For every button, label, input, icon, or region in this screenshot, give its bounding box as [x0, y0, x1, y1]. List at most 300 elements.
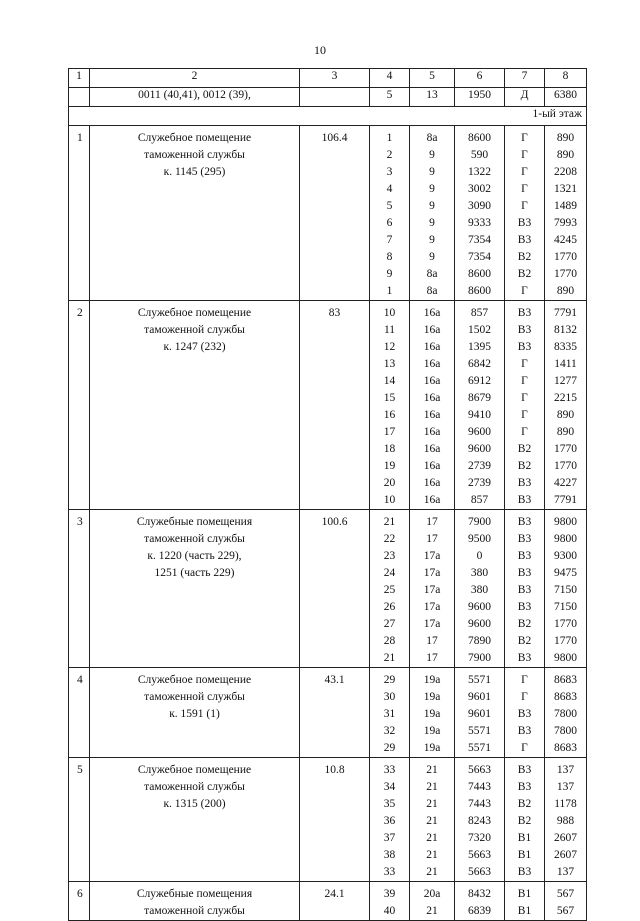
description-line: к. 1220 (часть 229),: [147, 550, 242, 562]
summary-description: 0011 (40,41), 0012 (39),: [90, 88, 300, 107]
description-line: 1251 (часть 229): [154, 567, 235, 579]
base-point-cell: 17: [426, 533, 438, 545]
value-cell: 1178: [554, 798, 577, 810]
column-point-number: [370, 758, 410, 882]
column-distance: [455, 510, 505, 668]
distance-cell: 6912: [468, 375, 491, 387]
distance-cell: 9600: [468, 618, 491, 630]
point-number-cell: 13: [383, 358, 396, 370]
category-cell: Г: [521, 132, 528, 144]
distance-cell: 7354: [468, 234, 491, 246]
base-point-cell: 19а: [423, 691, 441, 703]
category-cell: В3: [517, 533, 532, 545]
value-cell: 2607: [554, 832, 577, 844]
value-cell: 1770: [554, 460, 577, 472]
column-value: [545, 882, 587, 921]
distance-cell: 7443: [468, 781, 491, 793]
value-cell: 1411: [554, 358, 577, 370]
base-point-cell: 21: [426, 815, 438, 827]
category-cell: В2: [517, 618, 532, 630]
point-number-cell: 33: [383, 866, 396, 878]
value-cell: 1321: [554, 183, 577, 195]
category-cell: Г: [521, 166, 528, 178]
group-area: [300, 668, 370, 758]
distance-cell: 5571: [468, 674, 491, 686]
base-point-cell: 16а: [423, 375, 441, 387]
group-number: [69, 882, 90, 921]
header-cell: 4: [370, 69, 410, 88]
category-cell: В3: [517, 341, 532, 353]
base-point-cell: 21: [426, 905, 438, 917]
value-cell: 8683: [554, 742, 577, 754]
value-cell: 4245: [554, 234, 577, 246]
description-line: таможенной службы: [144, 905, 245, 917]
point-number-cell: 17: [383, 426, 396, 438]
point-number-cell: 30: [383, 691, 396, 703]
distance-cell: 6839: [468, 905, 491, 917]
area-value: 10.8: [324, 764, 345, 776]
base-point-cell: 16а: [423, 443, 441, 455]
point-number-cell: 32: [383, 725, 396, 737]
base-point-cell: 19а: [423, 742, 441, 754]
column-value: [545, 758, 587, 882]
category-cell: В3: [517, 217, 532, 229]
table-row: [69, 668, 587, 758]
point-number-cell: 10: [383, 307, 396, 319]
group-description: [90, 126, 300, 301]
summary-cell: 1950: [455, 88, 505, 107]
column-distance: [455, 882, 505, 921]
column-category: [505, 510, 545, 668]
base-point-cell: 16а: [423, 494, 441, 506]
distance-cell: 7900: [468, 516, 491, 528]
distance-cell: 9601: [468, 708, 491, 720]
category-cell: Г: [521, 183, 528, 195]
distance-cell: 5663: [468, 866, 491, 878]
point-number-cell: 35: [383, 798, 396, 810]
value-cell: 8683: [554, 691, 577, 703]
point-number-cell: 6: [386, 217, 393, 229]
category-cell: В2: [517, 251, 532, 263]
category-cell: В3: [517, 725, 532, 737]
coordinates-table: [68, 68, 587, 921]
base-point-cell: 9: [429, 251, 435, 263]
page-number: 10: [314, 43, 326, 57]
value-cell: 1770: [554, 635, 577, 647]
floor-row: [69, 107, 587, 126]
value-cell: 7791: [554, 307, 577, 319]
table-row: [69, 510, 587, 668]
value-cell: 7800: [554, 708, 577, 720]
point-number-cell: 21: [383, 516, 396, 528]
point-number-cell: 36: [383, 815, 396, 827]
value-cell: 890: [556, 149, 575, 161]
point-number-cell: 15: [383, 392, 396, 404]
distance-cell: 1395: [468, 341, 491, 353]
point-number-cell: 26: [383, 601, 396, 613]
category-cell: В3: [517, 307, 532, 319]
value-cell: 890: [556, 285, 575, 297]
base-point-cell: 9: [429, 183, 435, 195]
description-line: таможенной службы: [144, 781, 245, 793]
value-cell: 8683: [554, 674, 577, 686]
area-value: 83: [328, 307, 341, 319]
group-number: [69, 668, 90, 758]
column-category: [505, 301, 545, 510]
group-description: [90, 758, 300, 882]
summary-cell: 5: [370, 88, 410, 107]
distance-cell: 380: [470, 567, 489, 579]
category-cell: Г: [521, 691, 528, 703]
base-point-cell: 16а: [423, 358, 441, 370]
point-number-cell: 19: [383, 460, 396, 472]
distance-cell: 590: [470, 149, 489, 161]
category-cell: В3: [517, 494, 532, 506]
value-cell: 9800: [554, 516, 577, 528]
point-number-cell: 34: [383, 781, 396, 793]
distance-cell: 9601: [468, 691, 491, 703]
value-cell: 2208: [554, 166, 577, 178]
distance-cell: 8679: [468, 392, 491, 404]
distance-cell: 7890: [468, 635, 491, 647]
value-cell: 7800: [554, 725, 577, 737]
point-number-cell: 39: [383, 888, 396, 900]
base-point-cell: 9: [429, 217, 435, 229]
base-point-cell: 16а: [423, 409, 441, 421]
column-base-point: [410, 510, 455, 668]
group-number: [69, 510, 90, 668]
point-number-cell: 25: [383, 584, 396, 596]
column-distance: [455, 301, 505, 510]
point-number-cell: 33: [383, 764, 396, 776]
distance-cell: 9600: [468, 426, 491, 438]
group-description: [90, 882, 300, 921]
area-value: 24.1: [324, 888, 345, 900]
table-row: [69, 758, 587, 882]
column-category: [505, 758, 545, 882]
point-number-cell: 27: [383, 618, 396, 630]
distance-cell: 8600: [468, 285, 491, 297]
base-point-cell: 17: [426, 652, 438, 664]
value-cell: 988: [556, 815, 575, 827]
point-number-cell: 28: [383, 635, 396, 647]
group-number-text: 3: [77, 516, 83, 528]
summary-cell: Д: [505, 88, 545, 107]
distance-cell: 9600: [468, 601, 491, 613]
distance-cell: 8243: [468, 815, 491, 827]
header-cell: 8: [545, 69, 587, 88]
distance-cell: 5663: [468, 764, 491, 776]
base-point-cell: 20а: [423, 888, 441, 900]
distance-cell: 8600: [468, 132, 491, 144]
distance-cell: 7320: [468, 832, 491, 844]
column-base-point: [410, 668, 455, 758]
area-value: 100.6: [321, 516, 348, 528]
base-point-cell: 8а: [426, 132, 438, 144]
column-base-point: [410, 758, 455, 882]
category-cell: В3: [517, 567, 532, 579]
base-point-cell: 21: [426, 764, 438, 776]
value-cell: 890: [556, 409, 575, 421]
value-cell: 9300: [554, 550, 577, 562]
group-number-text: 4: [77, 674, 83, 686]
category-cell: В3: [517, 550, 532, 562]
header-row: [69, 69, 587, 88]
table-row: [69, 301, 587, 510]
category-cell: Г: [521, 149, 528, 161]
description-line: Служебное помещение: [137, 764, 252, 776]
base-point-cell: 16а: [423, 392, 441, 404]
base-point-cell: 19а: [423, 708, 441, 720]
category-cell: В3: [517, 652, 532, 664]
category-cell: В2: [517, 460, 532, 472]
column-category: [505, 882, 545, 921]
column-category: [505, 668, 545, 758]
group-area: [300, 301, 370, 510]
point-number-cell: 2: [386, 149, 393, 161]
base-point-cell: 17: [426, 635, 438, 647]
point-number-cell: 1: [386, 132, 393, 144]
point-number-cell: 4: [386, 183, 393, 195]
description-line: Служебные помещения: [136, 516, 253, 528]
base-point-cell: 17а: [423, 601, 441, 613]
base-point-cell: 19а: [423, 725, 441, 737]
value-cell: 7791: [554, 494, 577, 506]
point-number-cell: 31: [383, 708, 396, 720]
summary-row: [69, 88, 587, 107]
distance-cell: 9333: [468, 217, 491, 229]
column-value: [545, 510, 587, 668]
point-number-cell: 14: [383, 375, 396, 387]
category-cell: В1: [517, 849, 532, 861]
base-point-cell: 8а: [426, 268, 438, 280]
category-cell: В3: [517, 516, 532, 528]
category-cell: В2: [517, 443, 532, 455]
description-line: Служебное помещение: [137, 307, 252, 319]
distance-cell: 0: [476, 550, 483, 562]
group-description: [90, 510, 300, 668]
distance-cell: 8600: [468, 268, 491, 280]
value-cell: 567: [556, 905, 575, 917]
value-cell: 7150: [554, 601, 577, 613]
category-cell: В3: [517, 477, 532, 489]
base-point-cell: 21: [426, 866, 438, 878]
point-number-cell: 16: [383, 409, 396, 421]
category-cell: В3: [517, 866, 532, 878]
distance-cell: 9410: [468, 409, 491, 421]
column-base-point: [410, 882, 455, 921]
base-point-cell: 16а: [423, 307, 441, 319]
distance-cell: 6842: [468, 358, 491, 370]
column-point-number: [370, 126, 410, 301]
point-number-cell: 21: [383, 652, 396, 664]
base-point-cell: 16а: [423, 426, 441, 438]
distance-cell: 2739: [468, 460, 491, 472]
point-number-cell: 10: [383, 494, 396, 506]
base-point-cell: 17а: [423, 618, 441, 630]
category-cell: В3: [517, 584, 532, 596]
value-cell: 1770: [554, 268, 577, 280]
column-category: [505, 126, 545, 301]
base-point-cell: 16а: [423, 324, 441, 336]
column-value: [545, 126, 587, 301]
group-area: [300, 882, 370, 921]
category-cell: В3: [517, 324, 532, 336]
value-cell: 137: [556, 781, 575, 793]
distance-cell: 3090: [468, 200, 491, 212]
category-cell: В3: [517, 764, 532, 776]
value-cell: 137: [556, 764, 575, 776]
point-number-cell: 37: [383, 832, 396, 844]
description-line: таможенной службы: [144, 691, 245, 703]
base-point-cell: 9: [429, 149, 435, 161]
point-number-cell: 40: [383, 905, 396, 917]
point-number-cell: 5: [386, 200, 393, 212]
category-cell: Г: [521, 375, 528, 387]
point-number-cell: 11: [383, 324, 396, 336]
point-number-cell: 24: [383, 567, 396, 579]
base-point-cell: 9: [429, 234, 435, 246]
category-cell: В2: [517, 268, 532, 280]
distance-cell: 1502: [468, 324, 491, 336]
group-area: [300, 126, 370, 301]
base-point-cell: 21: [426, 798, 438, 810]
group-description: [90, 301, 300, 510]
point-number-cell: 9: [386, 268, 393, 280]
base-point-cell: 9: [429, 166, 435, 178]
group-area: [300, 758, 370, 882]
column-point-number: [370, 510, 410, 668]
category-cell: В1: [517, 832, 532, 844]
category-cell: В3: [517, 234, 532, 246]
base-point-cell: 17а: [423, 584, 441, 596]
category-cell: Г: [521, 409, 528, 421]
base-point-cell: 19а: [423, 674, 441, 686]
column-distance: [455, 758, 505, 882]
category-cell: В2: [517, 815, 532, 827]
distance-cell: 1322: [468, 166, 491, 178]
column-point-number: [370, 882, 410, 921]
value-cell: 890: [556, 132, 575, 144]
summary-cell: 13: [410, 88, 455, 107]
point-number-cell: 23: [383, 550, 396, 562]
header-cell: 2: [90, 69, 300, 88]
base-point-cell: 21: [426, 781, 438, 793]
value-cell: 2215: [554, 392, 577, 404]
description-line: Служебное помещение: [137, 132, 252, 144]
group-number-text: 2: [77, 307, 83, 319]
description-line: таможенной службы: [144, 533, 245, 545]
category-cell: Г: [521, 200, 528, 212]
description-line: к. 1145 (295): [163, 166, 226, 178]
summary-cell: 6380: [545, 88, 587, 107]
category-cell: В1: [517, 905, 532, 917]
value-cell: 1770: [554, 251, 577, 263]
column-value: [545, 301, 587, 510]
distance-cell: 5571: [468, 742, 491, 754]
column-distance: [455, 126, 505, 301]
distance-cell: 5663: [468, 849, 491, 861]
description-line: к. 1591 (1): [169, 708, 220, 720]
category-cell: Г: [521, 426, 528, 438]
group-area: [300, 510, 370, 668]
value-cell: 137: [556, 866, 575, 878]
description-line: Служебные помещения: [136, 888, 253, 900]
value-cell: 9800: [554, 652, 577, 664]
point-number-cell: 1: [386, 285, 393, 297]
distance-cell: 5571: [468, 725, 491, 737]
value-cell: 1277: [554, 375, 577, 387]
base-point-cell: 21: [426, 832, 438, 844]
distance-cell: 3002: [468, 183, 491, 195]
group-number-text: 6: [77, 888, 83, 900]
distance-cell: 7443: [468, 798, 491, 810]
point-number-cell: 20: [383, 477, 396, 489]
header-cell: 3: [300, 69, 370, 88]
point-number-cell: 29: [383, 742, 396, 754]
group-number-text: 5: [77, 764, 83, 776]
point-number-cell: 22: [383, 533, 396, 545]
description-line: Служебное помещение: [137, 674, 252, 686]
base-point-cell: 16а: [423, 477, 441, 489]
category-cell: Г: [521, 674, 528, 686]
point-number-cell: 8: [386, 251, 393, 263]
value-cell: 9800: [554, 533, 577, 545]
category-cell: В3: [517, 708, 532, 720]
base-point-cell: 21: [426, 849, 438, 861]
value-cell: 9475: [554, 567, 577, 579]
header-cell: 5: [410, 69, 455, 88]
value-cell: 2607: [554, 849, 577, 861]
base-point-cell: 17: [426, 516, 438, 528]
category-cell: В3: [517, 601, 532, 613]
description-line: таможенной службы: [144, 324, 245, 336]
description-line: к. 1315 (200): [163, 798, 226, 810]
table-row: [69, 882, 587, 921]
group-number-text: 1: [77, 132, 83, 144]
column-value: [545, 668, 587, 758]
distance-cell: 857: [470, 307, 489, 319]
category-cell: Г: [521, 285, 528, 297]
header-cell: 6: [455, 69, 505, 88]
area-value: 43.1: [324, 674, 345, 686]
description-line: к. 1247 (232): [163, 341, 226, 353]
value-cell: 8132: [554, 324, 577, 336]
area-value: 106.4: [321, 132, 348, 144]
base-point-cell: 16а: [423, 341, 441, 353]
column-distance: [455, 668, 505, 758]
category-cell: Г: [521, 358, 528, 370]
distance-cell: 8432: [468, 888, 491, 900]
category-cell: В3: [517, 781, 532, 793]
base-point-cell: 8а: [426, 285, 438, 297]
group-number: [69, 126, 90, 301]
value-cell: 567: [556, 888, 575, 900]
distance-cell: 380: [470, 584, 489, 596]
category-cell: Г: [521, 742, 528, 754]
base-point-cell: 16а: [423, 460, 441, 472]
distance-cell: 9600: [468, 443, 491, 455]
distance-cell: 9500: [468, 533, 491, 545]
column-point-number: [370, 301, 410, 510]
distance-cell: 7354: [468, 251, 491, 263]
category-cell: В1: [517, 888, 532, 900]
distance-cell: 7900: [468, 652, 491, 664]
floor-label: 1-ый этаж: [69, 107, 587, 126]
value-cell: 1770: [554, 443, 577, 455]
value-cell: 1489: [554, 200, 577, 212]
header-cell: 7: [505, 69, 545, 88]
